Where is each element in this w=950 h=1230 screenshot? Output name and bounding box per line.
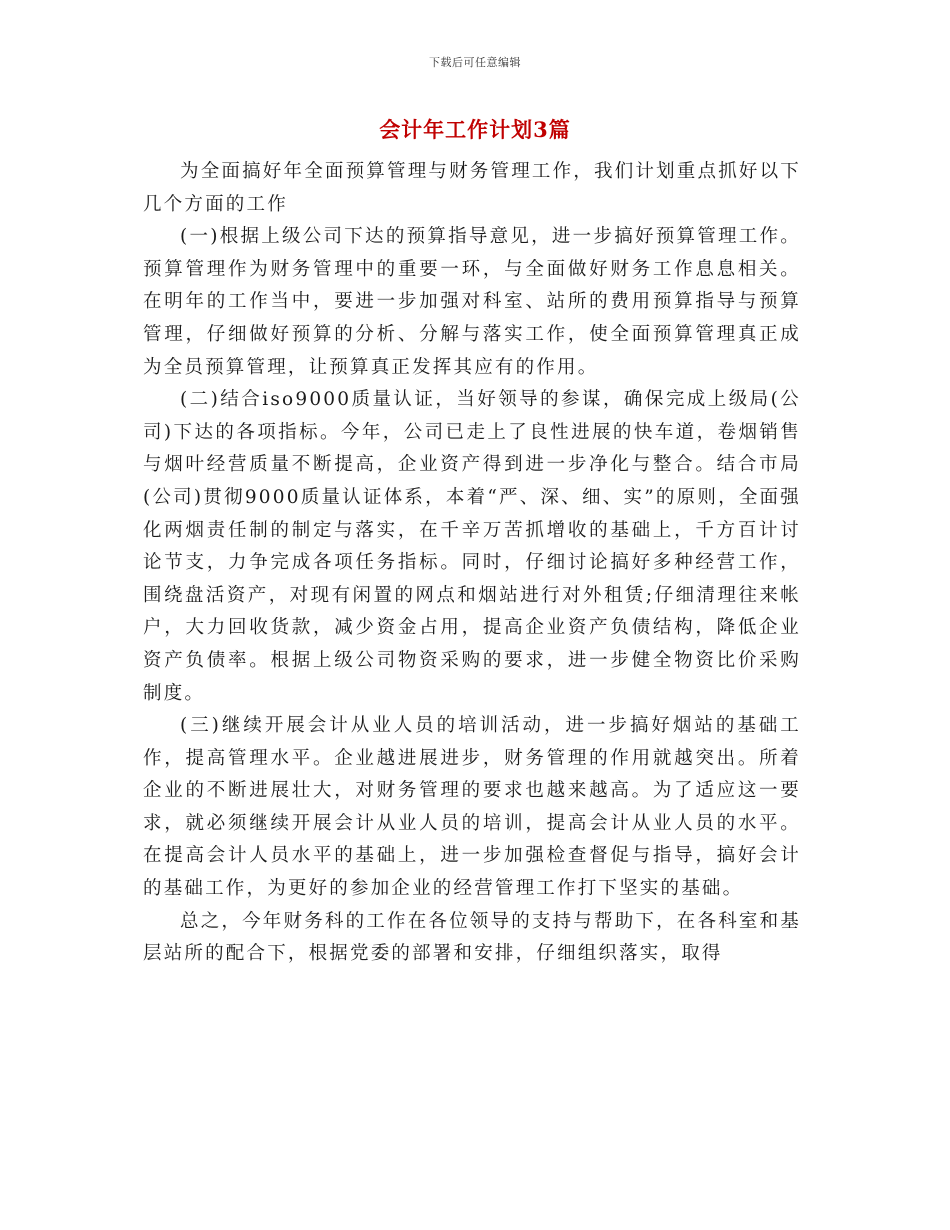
- paragraph-budget-management: (一)根据上级公司下达的预算指导意见，进一步搞好预算管理工作。预算管理作为财务管理中的重要一环，与全面做好财务工作息息相关。在明年的工作当中，要进一步加强对科室、站所的费用预算指导与预算管理，仔细做好预算的分析、分解与落实工作，使全面预算管理真正成为全员预算管理，让预算真正发挥其应有的作用。: [143, 226, 801, 378]
- document-title: 会计年工作计划3篇: [379, 117, 571, 142]
- paragraph-quality-certification: (二)结合iso9000质量认证，当好领导的参谋，确保完成上级局(公司)下达的各项指标。今年，公司已走上了良性进展的快车道，卷烟销售与烟叶经营质量不断提高，企业资产得到进一步净化与整合。结合市局(公司)贯彻9000质量认证体系，本着“严、深、细、实”的原则，全面强化两烟责任制的制定与落实，在千辛万苦抓增收的基础上，千方百计讨论节支，力争完成各项任务指标。同时，仔细讨论搞好多种经营工作，围绕盘活资产，对现有闲置的网点和烟站进行对外租赁;仔细清理往来帐户，大力回收货款，减少资金占用，提高企业资产负债结构，降低企业资产负债率。根据上级公司物资采购的要求，进一步健全物资比价采购制度。: [143, 389, 801, 704]
- document-body: [143, 156, 801, 971]
- paragraph-summary: 总之，今年财务科的工作在各位领导的支持与帮助下，在各科室和基层站所的配合下，根据党委的部署和安排，仔细组织落实，取得: [143, 910, 802, 965]
- header-note: 下载后可任意编辑: [429, 56, 521, 69]
- paragraph-staff-training: (三)继续开展会计从业人员的培训活动，进一步搞好烟站的基础工作，提高管理水平。企业越进展进步，财务管理的作用就越突出。所着企业的不断进展壮大，对财务管理的要求也越来越高。为了适应这一要求，就必须继续开展会计从业人员的培训，提高会计从业人员的水平。在提高会计人员水平的基础上，进一步加强检查督促与指导，搞好会计的基础工作，为更好的参加企业的经营管理工作打下坚实的基础。: [143, 715, 801, 900]
- paragraph-intro: 为全面搞好年全面预算管理与财务管理工作，我们计划重点抓好以下几个方面的工作: [143, 161, 802, 215]
